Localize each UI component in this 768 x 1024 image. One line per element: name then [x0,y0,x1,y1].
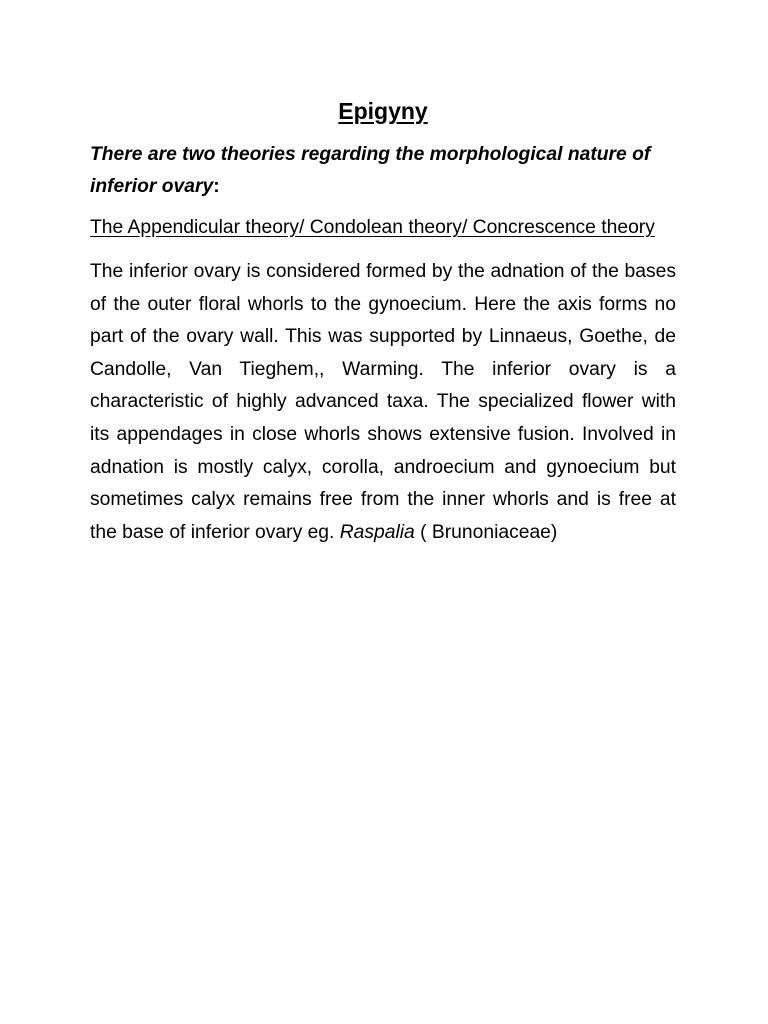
example-genus: Raspalia [339,521,415,543]
paragraph-text: The inferior ovary is considered formed by the adnation of the bases of the outer floral whorls to the gynoecium. Here the axis forms no part of the ovary wall. This was supported by Linnaeus, Goethe, de Candolle, Van Tieghem,, Warming. The inferior ovary is a characteristic of highly advanced taxa. The specialized flower with its appendages in close whorls shows extensive fusion. Involved in adnation is mostly calyx, corolla, androecium and gynoecium but sometimes calyx remains free from the inner whorls and is free at the base of inferior ovary eg. [90,261,676,543]
body-paragraph [90,256,676,549]
intro-statement [90,139,676,203]
document-title: Epigyny [338,98,428,124]
example-family: ( Brunoniaceae) [420,521,558,543]
intro-colon: : [213,176,220,197]
theory-heading: The Appendicular theory/ Condolean theory/ Concrescence theory [90,217,655,238]
intro-text: There are two theories regarding the morphological nature of inferior ovary [90,144,651,197]
document-page [90,92,676,549]
